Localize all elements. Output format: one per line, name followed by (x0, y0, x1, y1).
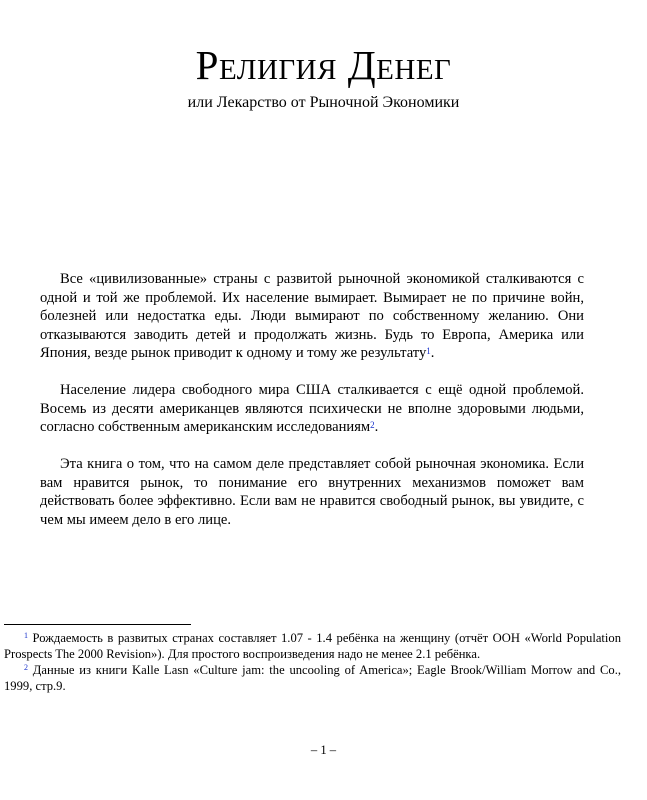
footnote-ref-2[interactable]: 2 (370, 420, 375, 430)
footnote-ref-1[interactable]: 1 (426, 346, 431, 356)
paragraph-2-end: . (374, 419, 379, 435)
paragraph-2-text: Население лидера свободного мира США сталкивается с ещё одной проблемой. Восемь из десяти американцев являются психически не вполне здоровыми людьми, согласно собственным американским исследованиям (40, 382, 584, 435)
footnote-1-marker: 1 (24, 631, 28, 640)
footnotes (4, 630, 621, 694)
book-subtitle: или Лекарство от Рыночной Экономики (187, 94, 460, 111)
paragraph-1 (40, 270, 584, 363)
paragraph-2 (40, 381, 584, 437)
paragraph-1-text: Все «цивилизованные» страны с развитой рыночной экономикой сталкиваются с одной и той же проблемой. Их население вымирает. Вымирает не по причине войн, болезней или недостатка еды. Люди вымирают по собственному желанию. Они отказываются заводить детей и продолжать жизнь. Будь то Европа, Америка или Япония, везде рынок приводит к одному и тому же результату (40, 271, 584, 361)
footnote-1 (4, 630, 621, 662)
footnote-2 (4, 662, 621, 694)
footnote-2-marker: 2 (24, 663, 28, 672)
book-title: Религия Денег (195, 42, 452, 88)
page-number: – 1 – (310, 743, 337, 757)
paragraph-1-end: . (430, 345, 435, 361)
paragraph-3-text: Эта книга о том, что на самом деле представляет собой рыночная экономика. Если вам нравится рынок, то понимание его внутренних механизмов поможет вам действовать более эффективно. Если вам не нравится свободный рынок, вы увидите, с чем мы имеем дело в его лице. (40, 456, 584, 528)
footnote-separator (4, 624, 191, 625)
paragraph-3 (40, 455, 584, 529)
footnote-2-text: Данные из книги Kalle Lasn «Culture jam: the uncooling of America»; Eagle Brook/William Morrow and Co., 1999, стр.9. (4, 663, 621, 693)
main-text (40, 270, 584, 548)
footnote-1-text: Рождаемость в развитых странах составляет 1.07 - 1.4 ребёнка на женщину (отчёт ООН «World Population Prospects The 2000 Revision»). Для простого воспроизведения надо не менее 2.1 ребёнка. (4, 631, 621, 661)
